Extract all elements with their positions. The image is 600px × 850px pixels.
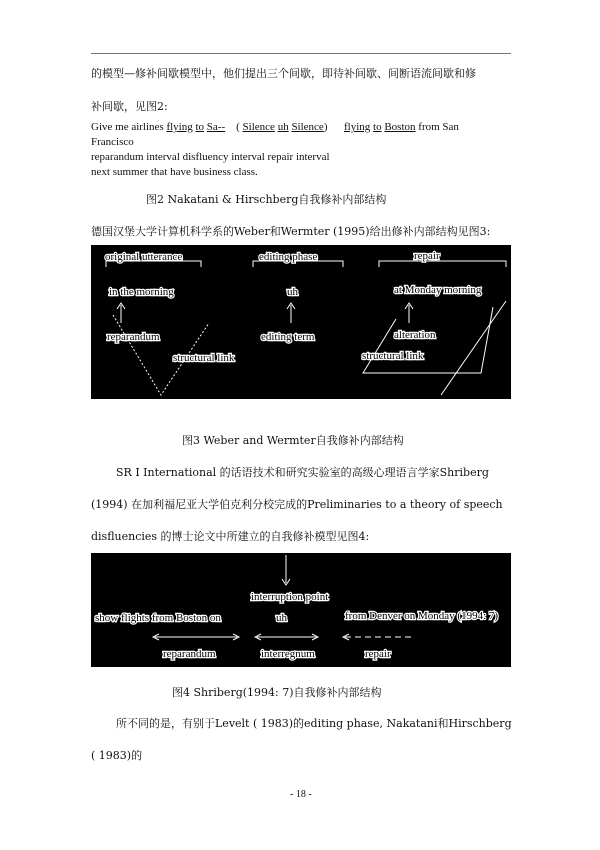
label-original-utterance: original utterance: [105, 251, 183, 263]
paragraph-line: ( 1983)的: [91, 749, 143, 762]
example-word: flying: [166, 121, 193, 133]
paragraph-line: 所不同的是，有别于Levelt ( 1983)的editing phase, Nakatani和Hirschberg: [116, 717, 512, 730]
intro-fig3: 德国汉堡大学计算机科学系的Weber和Wermter (1995)给出修补内部结构见图3:: [91, 225, 491, 238]
label-repair: repair: [414, 250, 440, 262]
label-interregnum: interregnum: [261, 648, 315, 660]
label-reparandum: reparandum: [163, 648, 216, 660]
label-uh: uh: [276, 612, 287, 624]
example-line-2: Francisco: [91, 136, 134, 148]
label-structural-link-1: structural link: [173, 352, 235, 364]
label-editing-phase: editing phase: [259, 251, 318, 263]
page-number: - 18 -: [290, 789, 312, 800]
figure-4: [91, 553, 511, 667]
example-word: Sa--: [206, 121, 226, 133]
example-word: to: [195, 121, 205, 133]
example-word: Silence: [242, 121, 275, 133]
label-structural-link-2: structural link: [362, 350, 424, 362]
example-word: from San: [418, 121, 459, 133]
label-editing-term: editing term: [261, 331, 315, 343]
example-line-3: reparandum interval disfluency interval repair interval: [91, 151, 330, 163]
label-repair: repair: [365, 648, 391, 660]
example-word: Give me airlines: [91, 121, 164, 133]
example-word: Silence: [291, 121, 324, 133]
figure-3-caption: 图3 Weber and Wermter自我修补内部结构: [182, 434, 404, 447]
example-word: to: [373, 121, 382, 133]
label-left-text: show flights from Boston on: [95, 612, 221, 624]
example-word: ): [323, 121, 328, 133]
header-rule: [91, 53, 511, 54]
paragraph-line: disfluencies 的博士论文中所建立的自我修补模型见图4:: [91, 530, 370, 543]
figure-2-caption: 图2 Nakatani & Hirschberg自我修补内部结构: [146, 193, 387, 206]
example-line-4: next summer that have business class.: [91, 166, 258, 178]
figure-4-caption: 图4 Shriberg(1994: 7)自我修补内部结构: [172, 686, 382, 699]
paragraph-line: SR I International 的话语技术和研究实验室的高级心理语言学家Shriberg: [116, 466, 489, 479]
example-word: flying: [344, 121, 371, 133]
example-line-1: [91, 121, 459, 133]
label-right-text: from Denver on Monday (1994: 7): [345, 610, 499, 622]
paragraph-line: 补间歇，见图2:: [91, 100, 168, 113]
paragraph-line: 的模型—修补间歇模型中，他们提出三个间歇，即待补间歇、间断语流间歇和修: [91, 67, 476, 80]
label-alteration: alteration: [394, 329, 436, 341]
figure-3: [91, 245, 511, 399]
bracket-repair: [379, 261, 506, 267]
paragraph-line: (1994) 在加利福尼亚大学伯克利分校完成的Preliminaries to a theory of speech: [91, 498, 503, 511]
label-at-monday-morning: at Monday morning: [394, 284, 482, 296]
label-interruption-point: interruption point: [251, 591, 329, 603]
label-in-the-morning: in the morning: [109, 286, 174, 298]
example-word: uh: [277, 121, 289, 133]
label-reparandum: reparandum: [107, 331, 160, 343]
structural-link-2-diagonal: [441, 301, 506, 395]
example-word: Boston: [384, 121, 416, 133]
label-uh: uh: [287, 286, 298, 298]
example-word: (: [236, 121, 240, 133]
